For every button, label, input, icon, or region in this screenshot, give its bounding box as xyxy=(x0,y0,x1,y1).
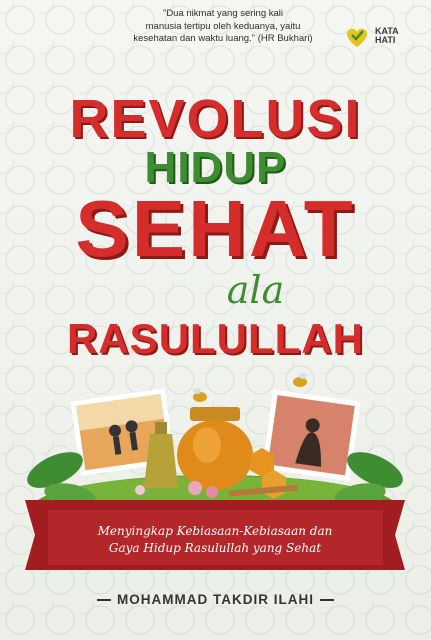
title-line-3: SEHAT xyxy=(75,184,356,273)
title-line-4: ala xyxy=(226,268,285,312)
title-line-2: HIDUP xyxy=(144,143,287,192)
author-row xyxy=(0,592,431,607)
bee-icon xyxy=(293,373,307,387)
honey-jar xyxy=(177,407,253,490)
publisher-line-2: HATI xyxy=(375,35,396,45)
publisher-logo xyxy=(375,27,399,45)
subtitle-line-2: Gaya Hidup Rasulullah yang Sehat xyxy=(108,541,322,555)
subtitle-line-1: Menyingkap Kebiasaan-Kebiasaan dan xyxy=(97,524,333,538)
bee-icon xyxy=(193,388,207,402)
subtitle xyxy=(60,523,370,557)
prayer-photo xyxy=(262,389,360,480)
hadith-quote xyxy=(118,8,328,46)
publisher-line-1: KATA xyxy=(375,26,399,36)
quote-line-3: kesehatan dan waktu luang." (HR Bukhari) xyxy=(133,33,313,44)
author-name: MOHAMMAD TAKDIR ILAHI xyxy=(117,592,314,607)
quote-line-2: manusia tertipu oleh keduanya, yaitu xyxy=(145,20,301,32)
title-line-1: REVOLUSI xyxy=(69,89,362,149)
author-dash-right xyxy=(320,599,334,601)
title-line-5: RASULULLAH xyxy=(67,315,364,362)
quote-line-1: "Dua nikmat yang sering kali xyxy=(162,8,284,19)
author-dash-left xyxy=(97,599,111,601)
